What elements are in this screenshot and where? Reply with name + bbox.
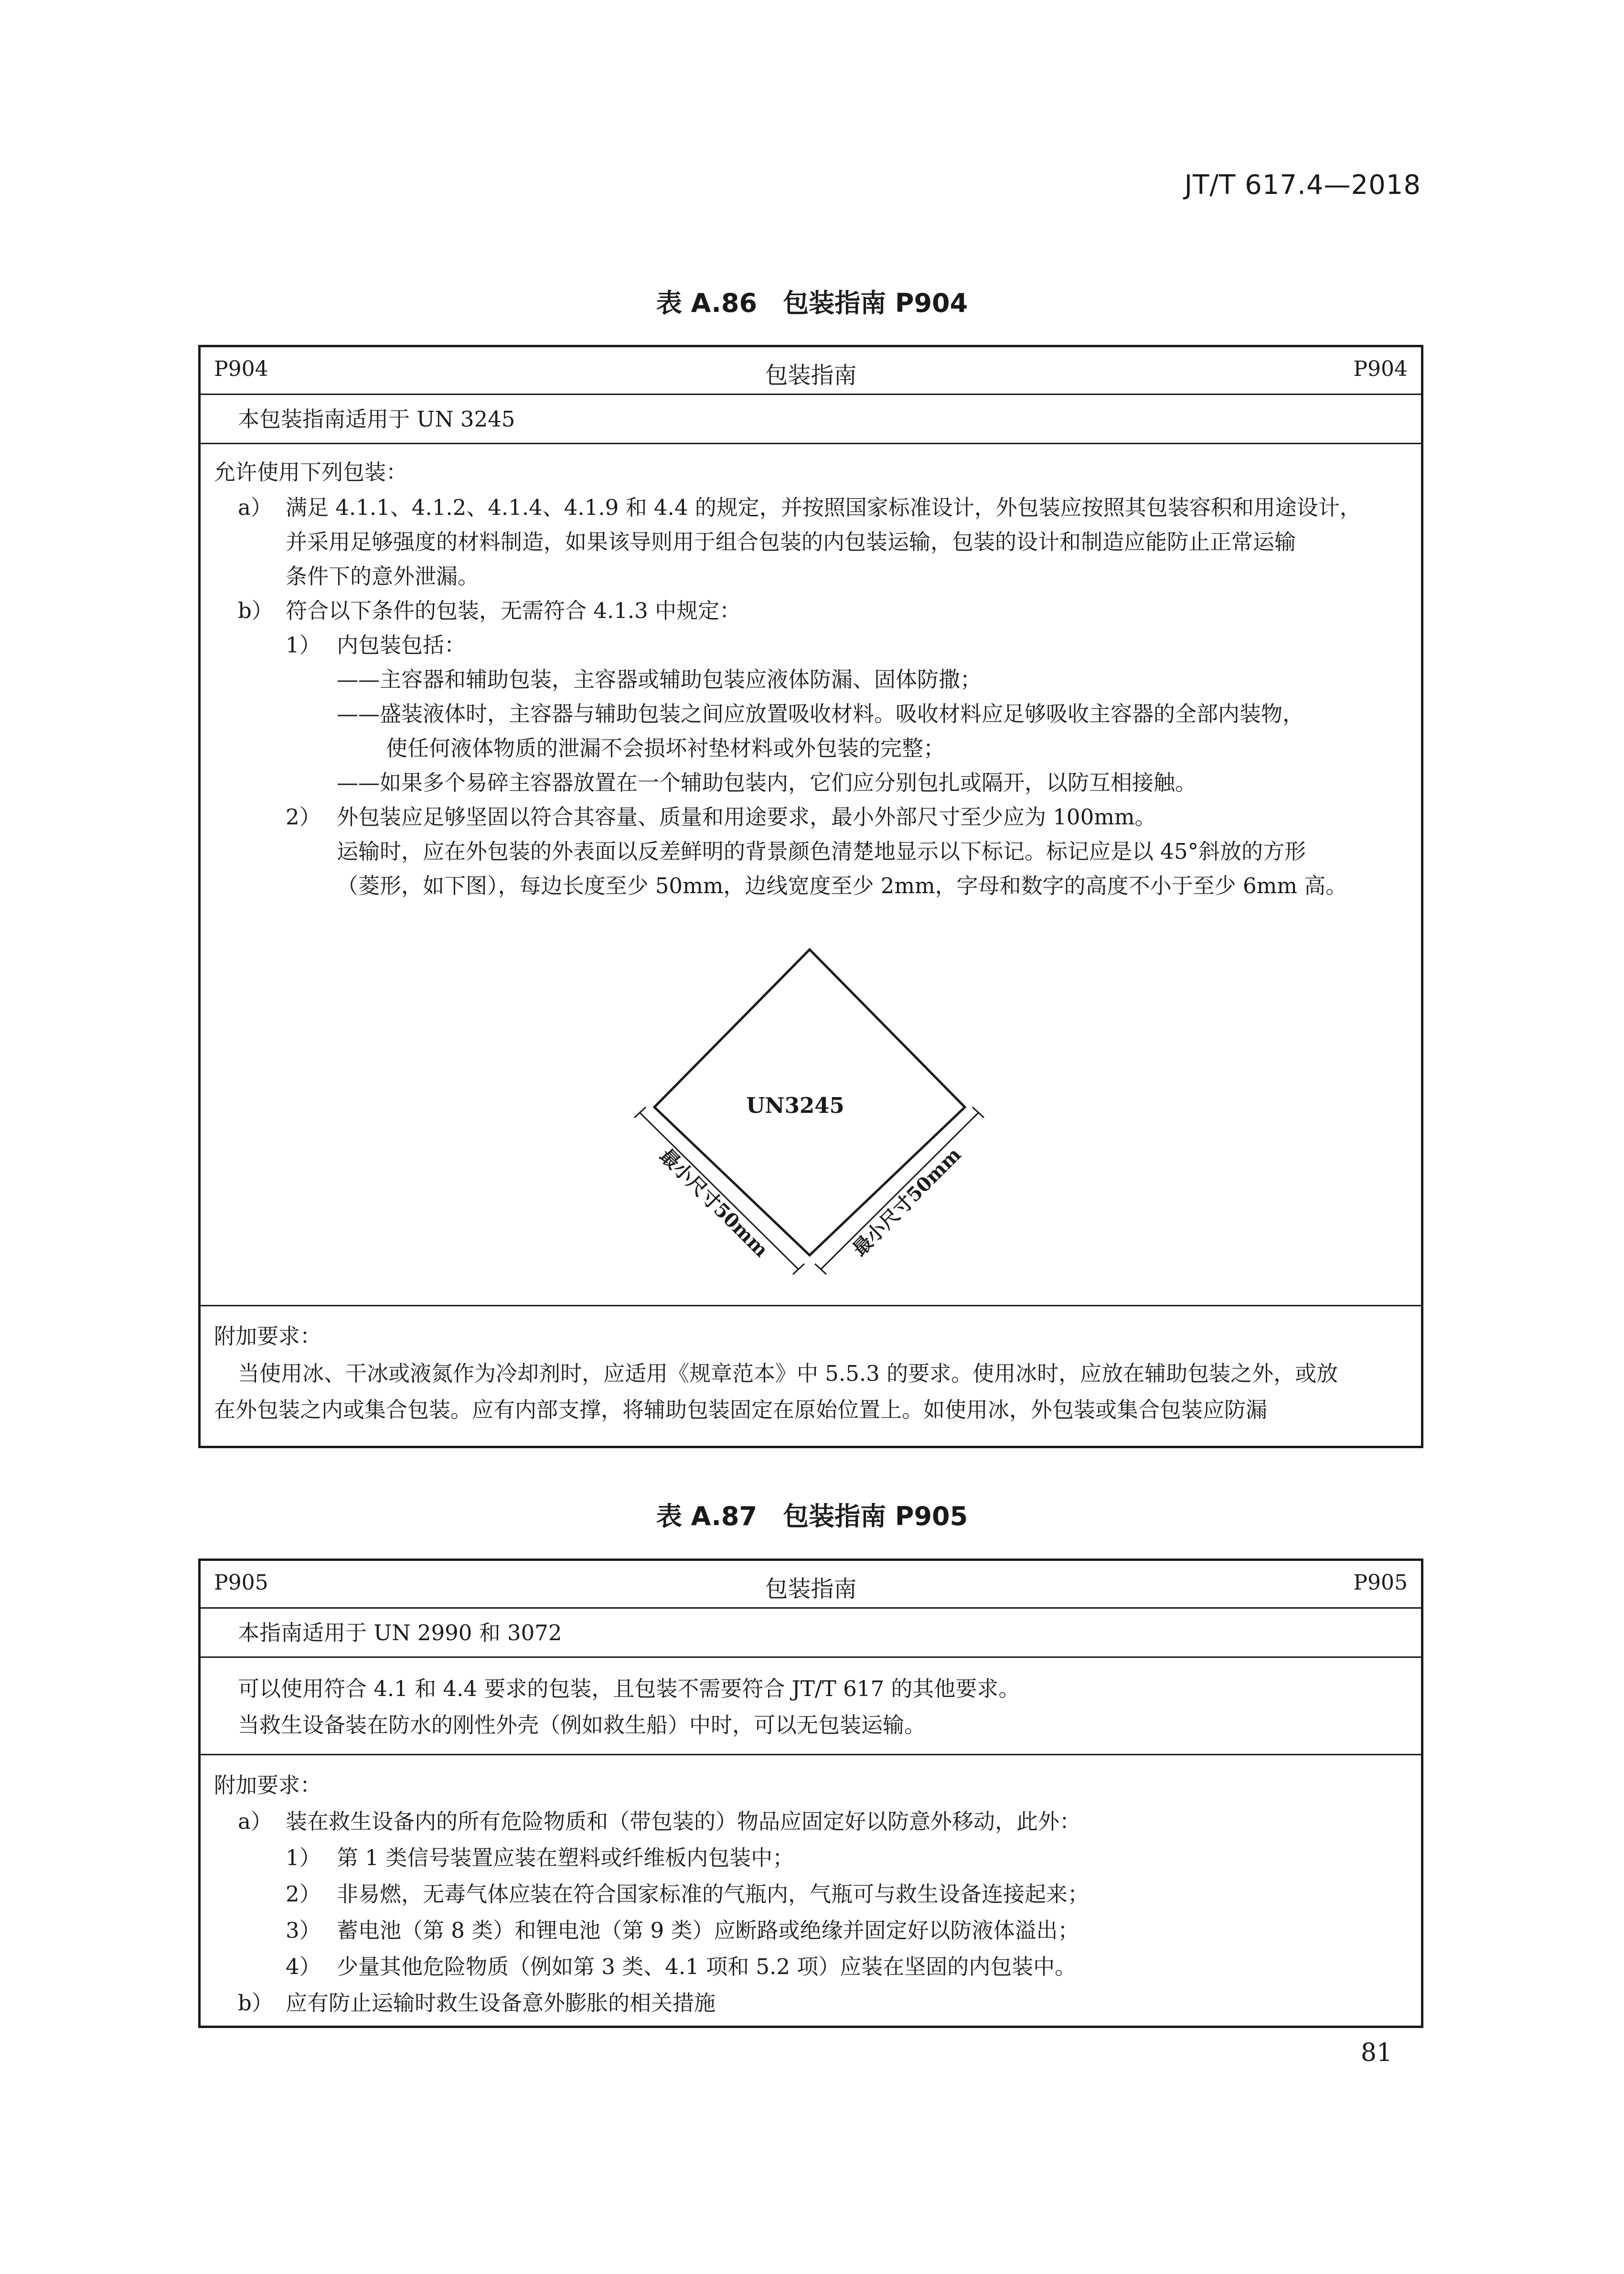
table-87-item-a-marker: a） — [238, 1809, 272, 1834]
table-87-heading: 包装指南 — [765, 1576, 857, 1602]
table-87 — [198, 1559, 1423, 2028]
table-86-scope-row — [201, 395, 1421, 444]
table-86-header-row — [201, 347, 1421, 395]
table-86-item-a-line1: 满足 4.1.1、4.1.2、4.1.4、4.1.9 和 4.4 的规定，并按照国家标准设计，外包装应按照其包装容积和用途设计， — [286, 495, 1361, 520]
table-87-title: 表 A.87 包装指南 P905 — [656, 1501, 968, 1531]
table-86-heading: 包装指南 — [765, 362, 857, 389]
table-86-additional-row — [201, 1306, 1421, 1446]
table-87-scope: 本指南适用于 UN 2990 和 3072 — [238, 1620, 562, 1645]
table-86-code-left: P904 — [214, 357, 268, 381]
table-87-additional-heading: 附加要求： — [214, 1772, 322, 1798]
table-87-item-a4-marker: 4） — [286, 1954, 321, 1979]
table-87-item-b-line1: 应有防止运输时救生设备意外膨胀的相关措施 — [286, 1990, 716, 2016]
table-87-item-a2: 非易燃，无毒气体应装在符合国家标准的气瓶内，气瓶可与救生设备连接起来； — [337, 1881, 1090, 1907]
table-87-item-a4: 少量其他危险物质（例如第 3 类、4.1 项和 5.2 项）应装在坚固的内包装中。 — [337, 1954, 1077, 1979]
page-number: 81 — [1360, 2039, 1392, 2067]
table-86-code-right: P904 — [1353, 357, 1408, 381]
table-86-item-b-marker: b） — [238, 598, 273, 623]
table-87-code-left: P905 — [214, 1570, 268, 1595]
left-dimension-label: 最小尺寸50mm — [655, 1144, 773, 1262]
table-87-item-a3: 蓄电池（第 8 类）和锂电池（第 9 类）应断路或绝缘并固定好以防液体溢出； — [337, 1918, 1079, 1943]
table-86-scope: 本包装指南适用于 UN 3245 — [238, 406, 515, 432]
table-86-item-a-line3: 条件下的意外泄漏。 — [286, 564, 480, 589]
table-86-item-b2-line1: 外包装应足够坚固以符合其容量、质量和用途要求，最小外部尺寸至少应为 100mm。 — [337, 804, 1156, 830]
table-87-code-right: P905 — [1353, 1570, 1408, 1595]
table-87-item-a3-marker: 3） — [286, 1918, 321, 1943]
table-86-item-b2-marker: 2） — [286, 804, 321, 830]
table-87-item-b-marker: b） — [238, 1990, 273, 2016]
table-87-scope-row — [201, 1609, 1421, 1658]
table-86-item-b-line1: 符合以下条件的包装，无需符合 4.1.3 中规定： — [286, 598, 741, 623]
table-86-item-a-line2: 并采用足够强度的材料制造，如果该导则用于组合包装的内包装运输，包装的设计和制造应能防止正常运输 — [286, 529, 1296, 555]
table-86-dash-item-2-line1: ——盛装液体时，主容器与辅助包装之间应放置吸收材料。吸收材料应足够吸收主容器的全部内装物， — [337, 701, 1304, 726]
standard-number: JT/T 617.4—2018 — [1184, 170, 1421, 201]
table-86-item-b2-line2: 运输时，应在外包装的外表面以反差鲜明的背景颜色清楚地显示以下标记。标记应是以 45°斜放的方形 — [337, 839, 1306, 864]
table-86-dash-item-2-line2: 使任何液体物质的泄漏不会损坏衬垫材料或外包装的完整； — [386, 736, 945, 761]
table-86-item-b2-line3: （菱形，如下图），每边长度至少 50mm，边线宽度至少 2mm，字母和数字的高度不小于至少 6mm 高。 — [337, 873, 1347, 898]
table-86-item-b1-marker: 1） — [286, 632, 321, 658]
left-dimension-line — [640, 1113, 799, 1270]
table-86-additional-line1: 当使用冰、干冰或液氮作为冷却剂时，应适用《规章范本》中 5.5.3 的要求。使用冰时，应放在辅助包装之外，或放 — [238, 1361, 1338, 1386]
table-86-additional-line2: 在外包装之内或集合包装。应有内部支撑，将辅助包装固定在原始位置上。如使用冰，外包装或集合包装应防漏 — [214, 1397, 1268, 1422]
table-87-item-a1-marker: 1） — [286, 1845, 321, 1870]
table-87-header-row — [201, 1561, 1421, 1609]
un3245-marking-diagram — [630, 936, 1003, 1280]
table-86-additional-heading: 附加要求： — [214, 1324, 322, 1349]
table-86-item-a-marker: a） — [238, 495, 272, 520]
table-87-item-a2-marker: 2） — [286, 1881, 321, 1907]
table-86-intro: 允许使用下列包装： — [214, 459, 408, 485]
table-87-item-a1: 第 1 类信号装置应装在塑料或纤维板内包装中； — [337, 1845, 794, 1870]
table-87-item-a-line1: 装在救生设备内的所有危险物质和（带包装的）物品应固定好以防意外移动，此外： — [286, 1809, 1081, 1834]
table-86-dash-item-1: ——主容器和辅助包装，主容器或辅助包装应液体防漏、固体防撒； — [337, 667, 982, 692]
diamond-mark-text: UN3245 — [746, 1093, 844, 1118]
table-86-item-b1-line1: 内包装包括： — [337, 632, 466, 658]
table-86-title: 表 A.86 包装指南 P904 — [656, 288, 968, 318]
table-87-body-line2: 当救生设备装在防水的刚性外壳（例如救生船）中时，可以无包装运输。 — [238, 1712, 926, 1738]
table-86 — [198, 345, 1423, 1448]
right-dimension-line — [821, 1113, 978, 1270]
right-dimension-label: 最小尺寸50mm — [848, 1143, 966, 1261]
table-86-dash-item-3: ——如果多个易碎主容器放置在一个辅助包装内，它们应分别包扎或隔开，以防互相接触。 — [337, 770, 1197, 795]
table-87-body-line1: 可以使用符合 4.1 和 4.4 要求的包装，且包装不需要符合 JT/T 617 的其他要求。 — [238, 1676, 1020, 1701]
table-87-body-row — [201, 1658, 1421, 1755]
table-87-additional-row — [201, 1755, 1421, 2026]
